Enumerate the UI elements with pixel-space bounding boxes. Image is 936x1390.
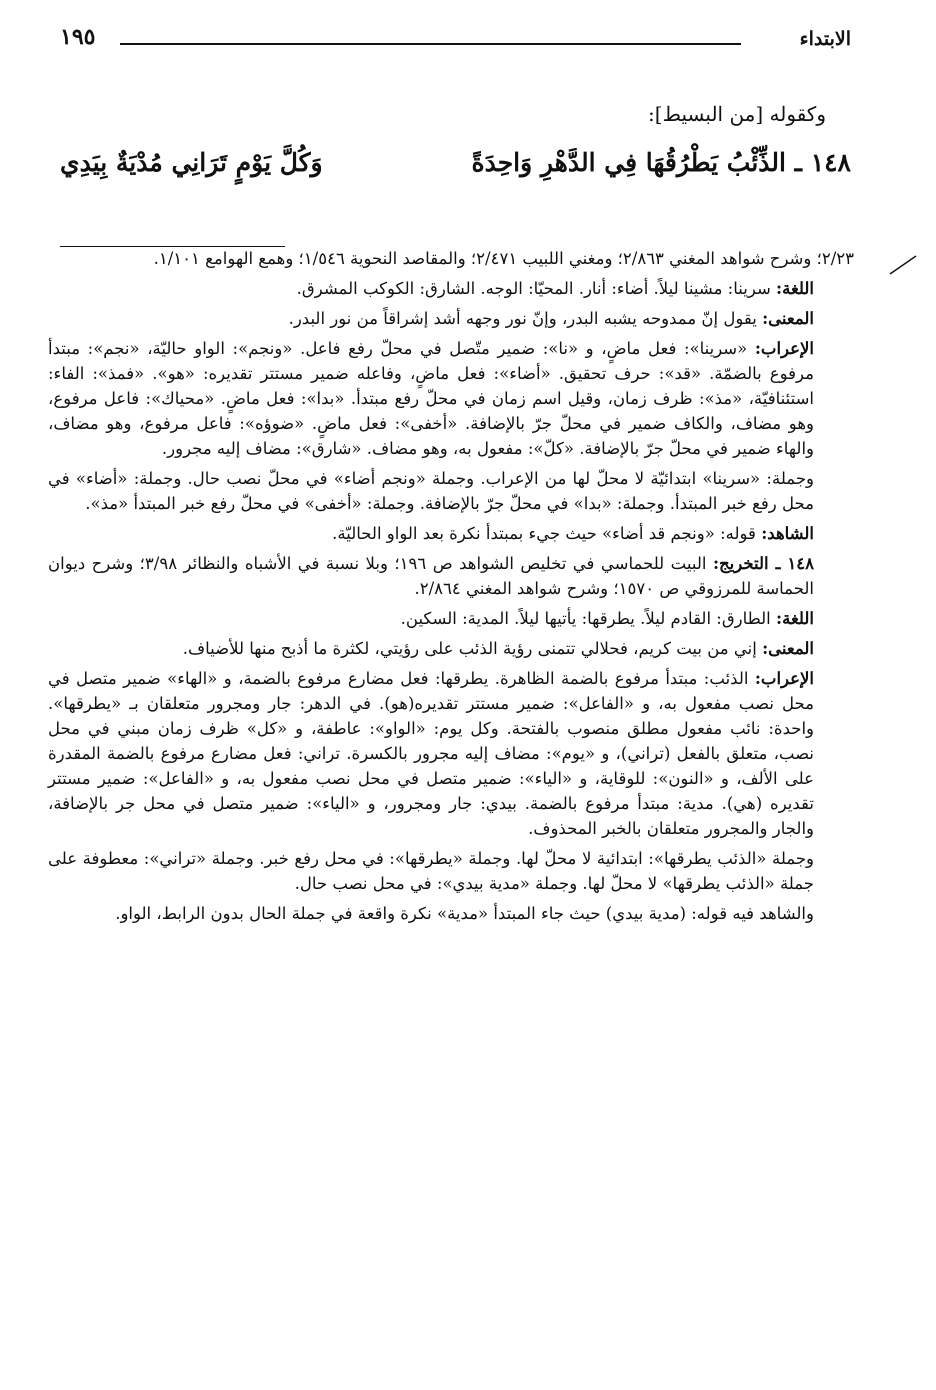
section-label: اللغة: [776,609,814,628]
footnote-paragraph [48,666,854,841]
footnote-paragraph [48,306,854,331]
paragraph-text: إني من بيت كريم، فحلالي تتمنى رؤية الذئب على رؤيتي، لكثرة ما أذبح منها للأضياف. [182,639,763,658]
footnote-paragraph [48,846,854,896]
paragraph-text: ٢/٢٣؛ وشرح شواهد المغني ٢/٨٦٣؛ ومغني اللبيب ٢/٤٧١؛ والمقاصد النحوية ١/٥٤٦؛ وهمع الهوامع ١/١٠١. [153,249,854,268]
paragraph-text: «سرينا»: فعل ماضٍ، و «نا»: ضمير متّصل في محلّ رفع فاعل. «ونجم»: الواو حاليّة، «نجم»: مبتدأ مرفوع بالضمّة. «قد»: حرف تحقيق. «أضاء»: فعل ماضٍ، وفاعله ضمير مستتر تقديره: «هو». «فمذ»: الفاء: استئنافيّة، «مذ»: ظرف زمان، وقيل اسم زمان في محلّ رفع مبتدأ. «بدا»: فعل ماضٍ. «محياك»: فاعل مرفوع، وهو مضاف، والكاف ضمير في محلّ جرّ بالإضافة. «أخفى»: فعل ماضٍ. «ضوؤه»: فاعل مرفوع، وهو مضاف، والهاء ضمير في محلّ جرّ بالإضافة. «كلّ»: مفعول به، وهو مضاف. «شارق»: مضاف إليه مجرور. [48,339,814,458]
paragraph-text: يقول إنّ ممدوحه يشبه البدر، وإنّ نور وجهه أشد إشراقاً من نور البدر. [288,309,763,328]
section-label: الشاهد: [761,524,814,543]
poetry-verse [60,148,851,198]
footnote-paragraph [48,551,854,601]
footnote-paragraph [48,276,854,301]
section-label: اللغة: [776,279,814,298]
footnote-paragraph [48,246,854,271]
verse-second-hemistich: وَكُلَّ يَوْمٍ تَرَانِي مُدْيَةٌ بِيَدِي [60,148,323,177]
section-label: المعنى: [762,309,814,328]
paragraph-text: قوله: «ونجم قد أضاء» حيث جيء بمبتدأ نكرة بعد الواو الحاليّة. [332,524,762,543]
paragraph-text: وجملة «الذئب يطرقها»: ابتدائية لا محلّ لها. وجملة «يطرقها»: في محل رفع خبر. وجملة «تراني»: معطوفة على جملة «الذئب يطرقها» لا محلّ لها. وجملة «مدية بيدي»: في محل نصب حال. [48,849,814,893]
footnote-paragraph [48,636,854,661]
page-header [60,24,851,58]
section-label: الإعراب: [754,669,814,688]
running-title: الابتداء [799,28,851,50]
footnote-paragraph [48,901,854,926]
footnote-paragraph [48,466,854,516]
margin-mark [888,252,918,282]
paragraph-text: وجملة: «سرينا» ابتدائيّة لا محلّ لها من الإعراب. وجملة «ونجم أضاء» في محلّ نصب حال. وجملة: «أضاء» في محل رفع خبر المبتدأ. وجملة: «بدا» في محلّ جرّ بالإضافة. وجملة: «أخفى» في محلّ رفع خبر المبتدأ «مذ». [48,469,814,513]
page-number: ١٩٥ [60,24,96,50]
section-label: ١٤٨ ـ التخريج: [712,554,814,573]
verse-intro: وكقوله [من البسيط]: [648,102,826,126]
footnote-paragraph [48,521,854,546]
paragraph-text: سرينا: مشينا ليلاً. أضاء: أنار. المحيّا: الوجه. الشارق: الكوكب المشرق. [296,279,777,298]
footnote-paragraph [48,336,854,461]
footnote-paragraph [48,606,854,631]
header-rule [120,43,741,45]
verse-first-hemistich: ١٤٨ ـ الذِّئْبُ يَطْرُقُهَا فِي الدَّهْرِ وَاحِدَةً [471,148,851,177]
section-label: الإعراب: [754,339,814,358]
section-label: المعنى: [762,639,814,658]
paragraph-text: والشاهد فيه قوله: (مدية بيدي) حيث جاء المبتدأ «مدية» نكرة واقعة في جملة الحال بدون الرابط، الواو. [115,904,814,923]
footnote-body [48,246,854,931]
paragraph-text: الذئب: مبتدأ مرفوع بالضمة الظاهرة. يطرقها: فعل مضارع مرفوع بالضمة، و «الهاء» ضمير متصل في محل نصب مفعول به، و «الفاعل»: ضمير مستتر تقديره(هو). في الدهر: جار ومجرور متعلقان بـ «يطرقها». واحدة: نائب مفعول مطلق منصوب بالفتحة. وكل يوم: «الواو»: عاطفة، و «كل» ظرف زمان مبني في محل نصب، متعلق بالفعل (تراني)، و «يوم»: مضاف إليه مجرور بالكسرة. تراني: فعل مضارع مرفوع بالضمة المقدرة على الألف، و «النون»: للوقاية، و «الياء»: ضمير متصل في محل نصب مفعول به، و «الفاعل»: ضمير مستتر تقديره (هي). مدية: مبتدأ مرفوع بالضمة. بيدي: جار ومجرور، و «الياء»: ضمير متصل في محل جر بالإضافة، والجار والمجرور متعلقان بالخبر المحذوف. [48,669,814,838]
paragraph-text: الطارق: القادم ليلاً. يطرقها: يأتيها ليلاً. المدية: السكين. [400,609,777,628]
paragraph-text: البيت للحماسي في تخليص الشواهد ص ١٩٦؛ وبلا نسبة في الأشباه والنظائر ٣/٩٨؛ وشرح ديوان الحماسة للمرزوقي ص ١٥٧٠؛ وشرح شواهد المغني ٢/٨٦٤. [48,554,814,598]
